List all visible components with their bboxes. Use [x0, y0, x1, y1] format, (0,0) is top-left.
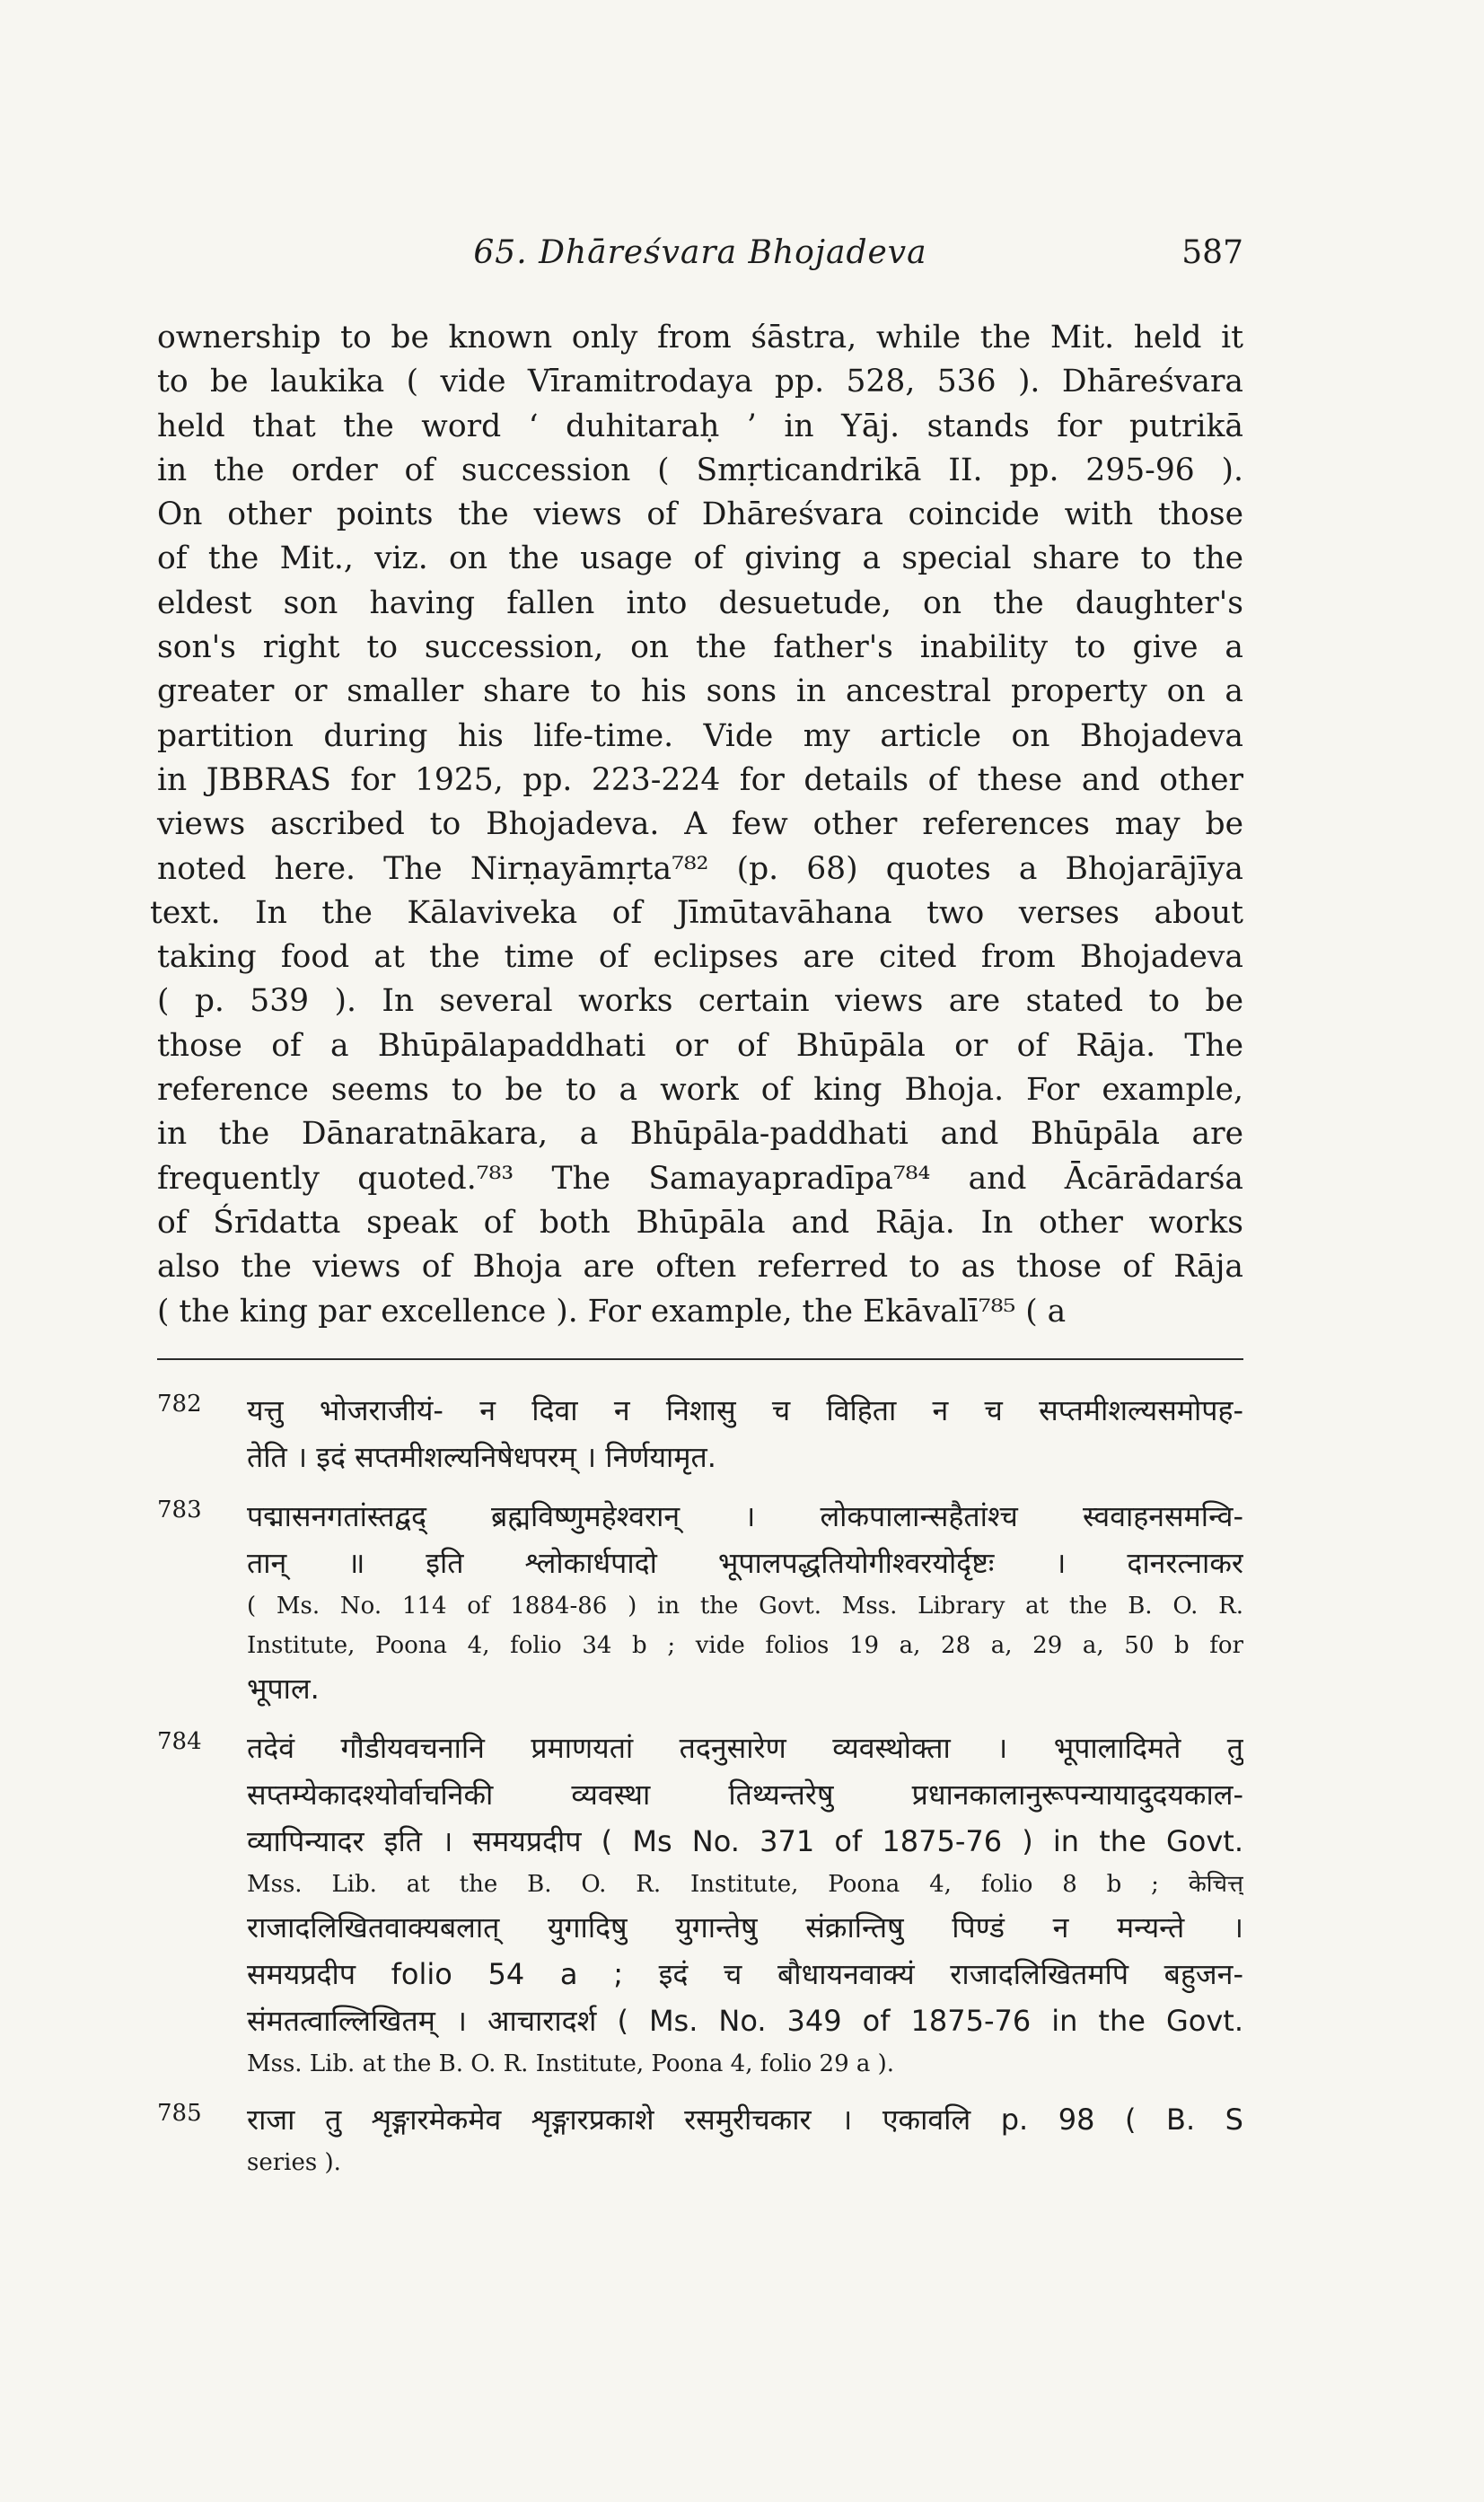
body-line: views ascribed to Bhojadeva. A few other references may be: [157, 806, 1243, 843]
footnote-line: तदेवं गौडीयवचनानि प्रमाणयतां तदनुसारेण व्यवस्थोक्ता । भूपालादिमते तु: [247, 1731, 1243, 1765]
footnote-line: ( Ms. No. 114 of 1884-86 ) in the Govt. Mss. Library at the B. O. R.: [247, 1593, 1243, 1620]
footnote-line: तान् ॥ इति श्लोकार्धपादो भूपालपद्धतियोगीश्वरयोर्दृष्टः । दानरत्नाकर: [247, 1546, 1243, 1580]
footnote-number: 785: [157, 2100, 202, 2127]
page-number: 587: [1181, 234, 1243, 271]
body-line: reference seems to be to a work of king Bhoja. For example,: [157, 1072, 1243, 1109]
footnote-line: संमतत्वाल्लिखितम् । आचारादर्श ( Ms. No. 349 of 1875-76 in the Govt.: [247, 2004, 1243, 2038]
footnote-785: [157, 2096, 1243, 2182]
body-line: also the views of Bhoja are often referred to as those of Rāja: [157, 1249, 1243, 1286]
footnote-line: पद्मासनगतांस्तद्वद् ब्रह्मविष्णुमहेश्वरान् । लोकपालान्सहैतांश्च स्ववाहनसमन्वि-: [247, 1499, 1243, 1533]
footnote-number: 784: [157, 1728, 202, 1755]
footnote-divider: [157, 1358, 1243, 1360]
body-line: held that the word ‘ duhitaraḥ ’ in Yāj. stands for putrikā: [157, 408, 1243, 444]
body-line: eldest son having fallen into desuetude, on the daughter's: [157, 584, 1243, 621]
running-head: [157, 226, 1243, 280]
footnote-line: series ).: [247, 2149, 341, 2176]
body-line: text. In the Kālaviveka of Jīmūtavāhana two verses about: [150, 894, 1243, 931]
body-line: of Śrīdatta speak of both Bhūpāla and Rāja. In other works: [157, 1204, 1243, 1241]
body-line: noted here. The Nirṇayāmṛta⁷⁸² (p. 68) quotes a Bhojarājīya: [157, 850, 1243, 887]
body-line: in JBBRAS for 1925, pp. 223-224 for details of these and other: [157, 761, 1243, 798]
footnote-line: समयप्रदीप folio 54 a ; इदं च बौधायनवाक्यं राजादलिखितमपि बहुजन-: [247, 1957, 1243, 1991]
body-line: ( the king par excellence ). For example, the Ekāvalī⁷⁸⁵ ( a: [157, 1293, 1067, 1330]
body-line: taking food at the time of eclipses are cited from Bhojadeva: [157, 939, 1243, 976]
body-line: ( p. 539 ). In several works certain views are stated to be: [157, 983, 1243, 1020]
body-text: [150, 316, 1243, 1334]
footnotes: [157, 1387, 1243, 2195]
footnote-line: Mss. Lib. at the B. O. R. Institute, Poona 4, folio 8 b ; केचित्त्: [247, 1871, 1243, 1898]
body-line: partition during his life-time. Vide my article on Bhojadeva: [157, 717, 1243, 754]
body-line: frequently quoted.⁷⁸³ The Samayapradīpa⁷⁸⁴ and Ācārādarśa: [157, 1160, 1243, 1197]
footnote-line: सप्तम्येकादश्योर्वाचनिकी व्यवस्था तिथ्यन्तरेषु प्रधानकालानुरूपन्यायादुदयकाल-: [247, 1778, 1243, 1812]
body-line: of the Mit., viz. on the usage of giving a special share to the: [157, 540, 1243, 577]
chapter-title: 65. Dhāreśvara Bhojadeva: [473, 234, 927, 271]
footnote-line: Mss. Lib. at the B. O. R. Institute, Poona 4, folio 29 a ).: [247, 2050, 895, 2077]
body-line: On other points the views of Dhāreśvara coincide with those: [157, 496, 1243, 533]
footnote-line: तेति । इदं सप्तमीशल्यनिषेधपरम् । निर्णयामृत.: [247, 1440, 716, 1474]
body-line: ownership to be known only from śāstra, while the Mit. held it: [157, 320, 1243, 356]
footnote-line: भूपाल.: [247, 1672, 320, 1706]
body-line: greater or smaller share to his sons in ancestral property on a: [157, 673, 1243, 710]
footnote-line: राजा तु शृङ्गारमेकमेव शृङ्गारप्रकाशे रसमुरीचकार । एकावलि p. 98 ( B. S: [247, 2103, 1243, 2137]
footnote-line: Institute, Poona 4, folio 34 b ; vide folios 19 a, 28 a, 29 a, 50 b for: [247, 1632, 1243, 1659]
footnote-line: यत्तु भोजराजीयं- न दिवा न निशासु च विहिता न च सप्तमीशल्यसमोपह-: [247, 1393, 1243, 1427]
body-line: to be laukika ( vide Vīramitrodaya pp. 528, 536 ). Dhāreśvara: [157, 364, 1243, 400]
footnote-783: [157, 1493, 1243, 1712]
footnote-line: राजादलिखितवाक्यबलात् युगादिषु युगान्तेषु संक्रान्तिषु पिण्डं न मन्यन्ते ।: [247, 1910, 1243, 1945]
footnote-784: [157, 1725, 1243, 2084]
body-line: son's right to succession, on the father's inability to give a: [157, 629, 1243, 666]
footnote-782: [157, 1387, 1243, 1480]
body-line: those of a Bhūpālapaddhati or of Bhūpāla or of Rāja. The: [157, 1027, 1243, 1064]
body-line: in the order of succession ( Smṛticandrikā II. pp. 295-96 ).: [157, 452, 1243, 488]
body-line: in the Dānaratnākara, a Bhūpāla-paddhati and Bhūpāla are: [157, 1116, 1243, 1153]
footnote-number: 782: [157, 1391, 202, 1418]
footnote-number: 783: [157, 1497, 202, 1523]
footnote-line: व्यापिन्यादर इति । समयप्रदीप ( Ms No. 371 of 1875-76 ) in the Govt.: [247, 1824, 1243, 1858]
